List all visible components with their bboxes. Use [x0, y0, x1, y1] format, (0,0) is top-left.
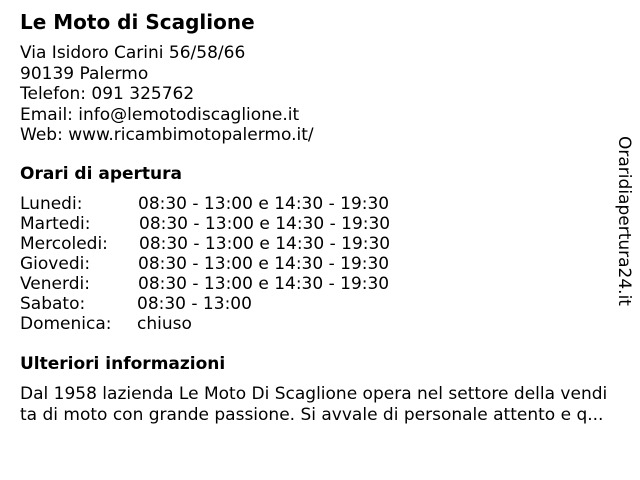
more-info-text [20, 384, 620, 426]
time-value: 08:30 - 13:00 e 14:30 - 19:30 [138, 274, 390, 294]
day-label: Domenica: [20, 314, 112, 334]
phone-text: Telefon: 091 325762 [20, 84, 195, 104]
more-info-line: Dal 1958 lazienda Le Moto Di Scaglione opera nel settore della vendi [20, 384, 608, 404]
contact-block [20, 43, 314, 146]
day-label: Sabato: [20, 294, 86, 314]
watermark-text: Oraridiapertura24.it [614, 136, 634, 306]
day-label: Lunedi: [20, 194, 83, 214]
time-value: 08:30 - 13:00 e 14:30 - 19:30 [138, 254, 390, 274]
day-label: Mercoledi: [20, 234, 108, 254]
day-label: Giovedi: [20, 254, 91, 274]
address-city: 90139 Palermo [20, 63, 149, 84]
opening-hours-heading: Orari di apertura [20, 164, 182, 184]
day-label: Martedi: [20, 214, 91, 234]
email-text: Email: info@lemotodiscaglione.it [20, 104, 300, 125]
business-name: Le Moto di Scaglione [20, 10, 255, 34]
time-value: 08:30 - 13:00 [137, 294, 252, 314]
more-info-heading: Ulteriori informazioni [20, 354, 226, 374]
time-value: chiuso [137, 314, 192, 334]
website-text: Web: www.ricambimotopalermo.it/ [20, 125, 314, 145]
time-value: 08:30 - 13:00 e 14:30 - 19:30 [138, 194, 390, 214]
time-value: 08:30 - 13:00 e 14:30 - 19:30 [139, 234, 391, 254]
day-label: Venerdi: [20, 274, 90, 294]
time-value: 08:30 - 13:00 e 14:30 - 19:30 [139, 214, 391, 234]
address-street: Via Isidoro Carini 56/58/66 [20, 43, 246, 63]
more-info-line: ta di moto con grande passione. Si avvale di personale attento e q... [20, 405, 604, 425]
